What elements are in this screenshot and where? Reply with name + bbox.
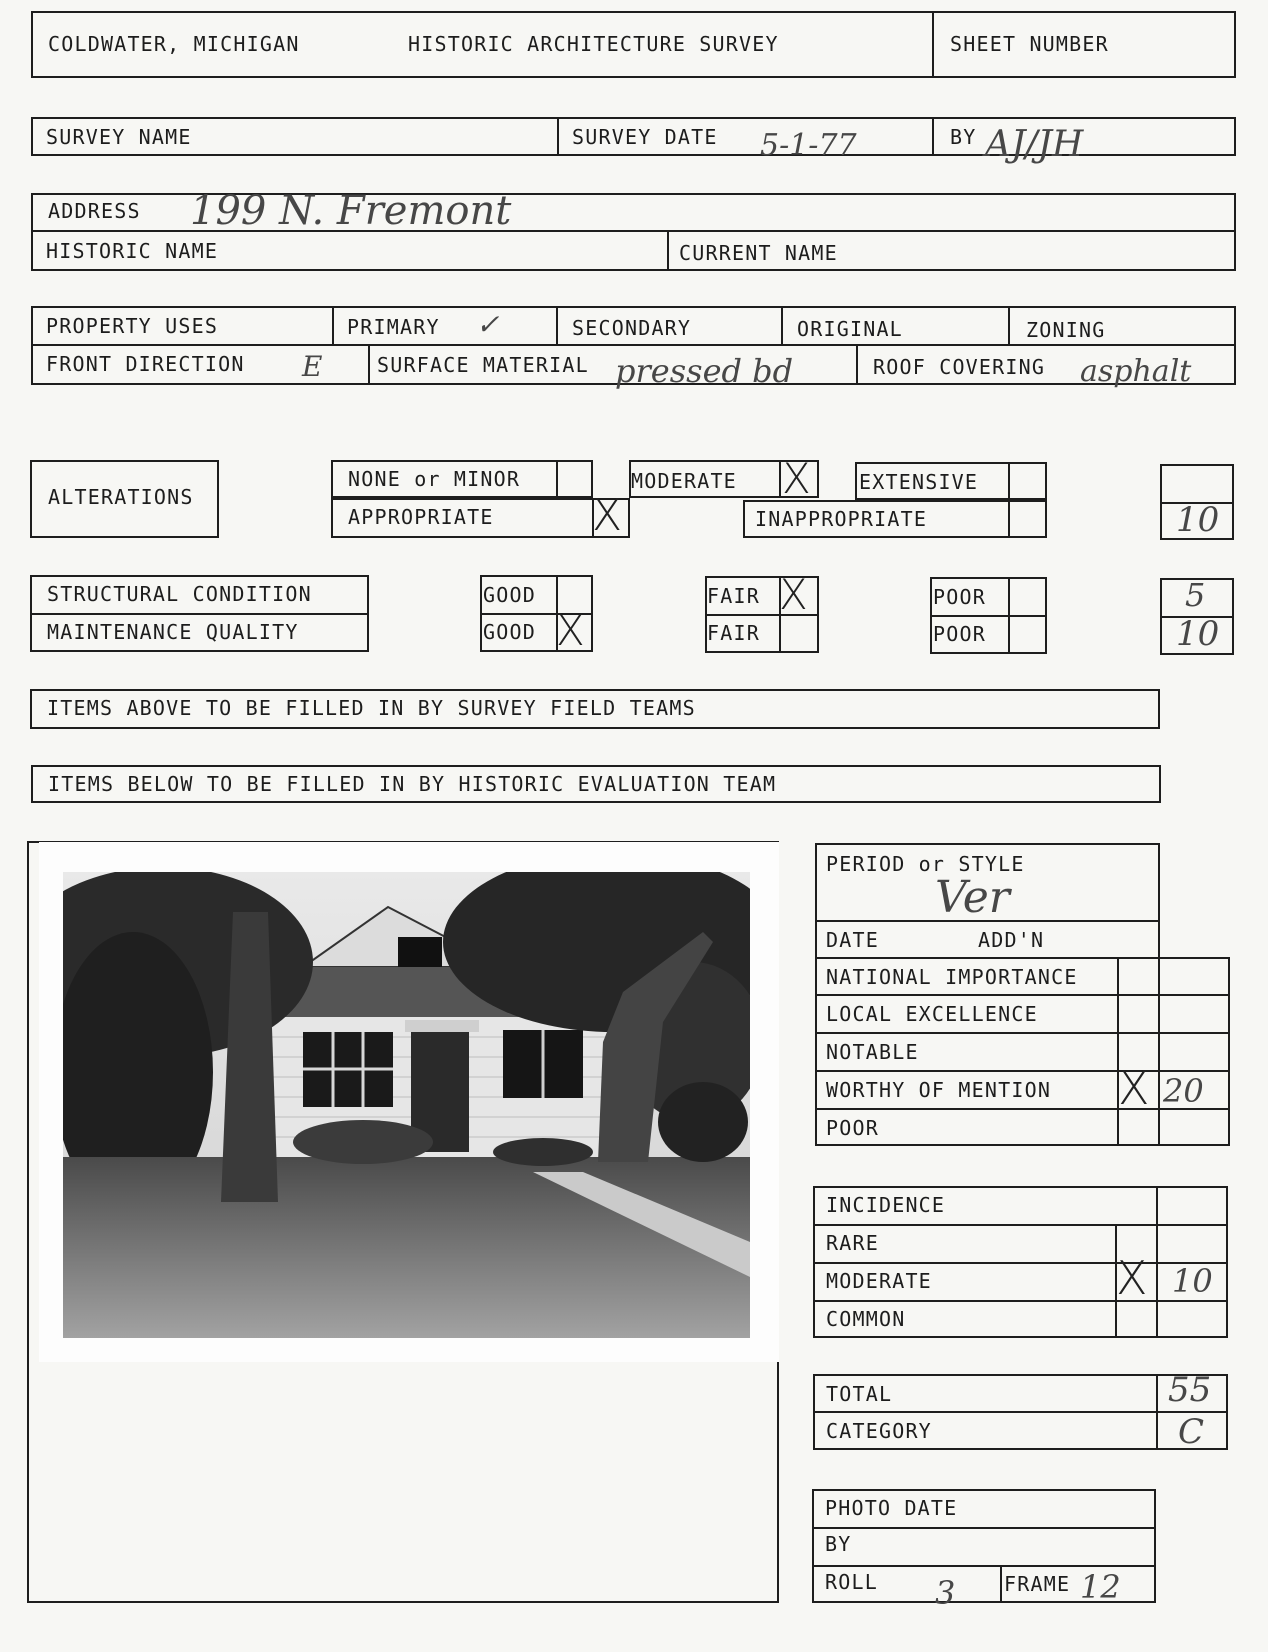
incidence-moderate-x-icon: X (1116, 1251, 1148, 1305)
notable-label: NOTABLE (826, 1040, 919, 1064)
property-v5 (368, 344, 370, 385)
totals-h1 (813, 1411, 1228, 1413)
maintenance-score-value: 10 (1176, 614, 1220, 654)
primary-check-icon: ✓ (476, 308, 500, 341)
frame-value: 12 (1080, 1568, 1121, 1606)
photo-date-label: PHOTO DATE (825, 1496, 958, 1520)
incidence-h1 (813, 1224, 1228, 1226)
house-photo (39, 842, 779, 1362)
city-label: COLDWATER, MICHIGAN (48, 32, 300, 56)
alt-none-minor-label: NONE or MINOR (348, 467, 521, 491)
condition-label-divider (30, 613, 369, 615)
national-importance-label: NATIONAL IMPORTANCE (826, 965, 1078, 989)
total-value: 55 (1168, 1370, 1212, 1410)
property-v1 (332, 306, 334, 344)
alt-appropriate-x-icon: X (592, 490, 623, 541)
structural-score-value: 5 (1185, 576, 1206, 614)
incidence-label: INCIDENCE (826, 1193, 946, 1217)
photo-info-h1 (812, 1527, 1156, 1529)
incidence-moderate-score: 10 (1172, 1262, 1213, 1300)
alt-moderate-x-icon: X (782, 454, 811, 503)
category-value: C (1178, 1412, 1205, 1452)
form-title: HISTORIC ARCHITECTURE SURVEY (408, 32, 779, 56)
addn-label: ADD'N (978, 928, 1045, 952)
roll-label: ROLL (825, 1570, 878, 1594)
incidence-common-label: COMMON (826, 1307, 906, 1331)
poor-divider-v (1008, 577, 1010, 654)
importance-v2 (1158, 957, 1160, 1146)
frame-label: FRAME (1004, 1572, 1071, 1596)
structural-fair-x-icon: X (779, 570, 808, 619)
address-value: 199 N. Fremont (190, 188, 512, 234)
surface-material-label: SURFACE MATERIAL (377, 353, 589, 377)
property-divider (31, 344, 1236, 346)
poor-divider-h (930, 615, 1047, 617)
photo-by-label: BY (825, 1532, 852, 1556)
property-v2 (556, 306, 558, 344)
survey-divider-1 (557, 117, 559, 156)
importance-v1 (1117, 957, 1119, 1146)
address-label: ADDRESS (48, 199, 141, 223)
sheet-number-label: SHEET NUMBER (950, 32, 1109, 56)
property-uses-label: PROPERTY USES (46, 314, 219, 338)
property-v4 (1008, 306, 1010, 344)
period-style-label: PERIOD or STYLE (826, 852, 1025, 876)
property-v3 (781, 306, 783, 344)
secondary-label: SECONDARY (572, 316, 692, 340)
header-divider (932, 11, 934, 78)
by-value: AJ/JH (985, 124, 1084, 165)
alt-none-minor-divider (556, 460, 558, 498)
photo-info-h2 (812, 1565, 1156, 1567)
property-v6 (856, 344, 858, 385)
current-name-label: CURRENT NAME (679, 241, 838, 265)
photo-info-v1 (1000, 1565, 1002, 1603)
maintenance-fair-label: FAIR (707, 621, 760, 645)
incidence-h2 (813, 1262, 1228, 1264)
field-teams-note: ITEMS ABOVE TO BE FILLED IN BY SURVEY FIELD TEAMS (47, 696, 696, 720)
alt-moderate-divider (779, 460, 781, 498)
total-label: TOTAL (826, 1382, 893, 1406)
date-label: DATE (826, 928, 879, 952)
local-excellence-label: LOCAL EXCELLENCE (826, 1002, 1038, 1026)
worthy-score-value: 20 (1163, 1072, 1204, 1110)
roof-covering-label: ROOF COVERING (873, 355, 1046, 379)
maintenance-good-x-icon: X (556, 606, 585, 655)
original-label: ORIGINAL (797, 317, 903, 341)
survey-date-label: SURVEY DATE (572, 125, 718, 149)
house-photo-image (63, 872, 750, 1338)
structural-fair-label: FAIR (707, 584, 760, 608)
structural-good-label: GOOD (483, 583, 536, 607)
alt-score-value: 10 (1176, 500, 1220, 540)
roof-covering-value: asphalt (1080, 354, 1192, 389)
category-label: CATEGORY (826, 1419, 932, 1443)
alt-extensive-label: EXTENSIVE (859, 470, 979, 494)
structural-poor-label: POOR (933, 585, 986, 609)
evaluation-team-note: ITEMS BELOW TO BE FILLED IN BY HISTORIC EVALUATION TEAM (48, 772, 777, 796)
historic-name-label: HISTORIC NAME (46, 239, 219, 263)
incidence-moderate-label: MODERATE (826, 1269, 932, 1293)
importance-h1 (815, 994, 1230, 996)
worthy-of-mention-label: WORTHY OF MENTION (826, 1078, 1052, 1102)
front-direction-label: FRONT DIRECTION (46, 352, 245, 376)
by-label: BY (950, 125, 977, 149)
maintenance-good-label: GOOD (483, 620, 536, 644)
alterations-label: ALTERATIONS (48, 485, 194, 509)
primary-label: PRIMARY (347, 315, 440, 339)
maintenance-quality-label: MAINTENANCE QUALITY (47, 620, 299, 644)
names-divider (667, 230, 669, 271)
importance-h2 (815, 1032, 1230, 1034)
survey-date-value: 5-1-77 (760, 128, 857, 163)
alt-appropriate-label: APPROPRIATE (348, 505, 494, 529)
roll-value: 3 (935, 1574, 956, 1612)
incidence-h3 (813, 1300, 1228, 1302)
zoning-label: ZONING (1026, 318, 1106, 342)
front-direction-value: E (302, 350, 323, 383)
structural-condition-label: STRUCTURAL CONDITION (47, 582, 312, 606)
incidence-rare-label: RARE (826, 1231, 879, 1255)
survey-name-label: SURVEY NAME (46, 125, 192, 149)
worthy-x-icon: X (1118, 1061, 1150, 1115)
period-style-value: Ver (935, 872, 1010, 923)
importance-poor-label: POOR (826, 1116, 879, 1140)
alt-inappropriate-label: INAPPROPRIATE (755, 507, 928, 531)
alt-moderate-label: MODERATE (631, 469, 737, 493)
surface-material-value: pressed bd (615, 352, 794, 390)
maintenance-poor-label: POOR (933, 622, 986, 646)
survey-divider-2 (932, 117, 934, 156)
